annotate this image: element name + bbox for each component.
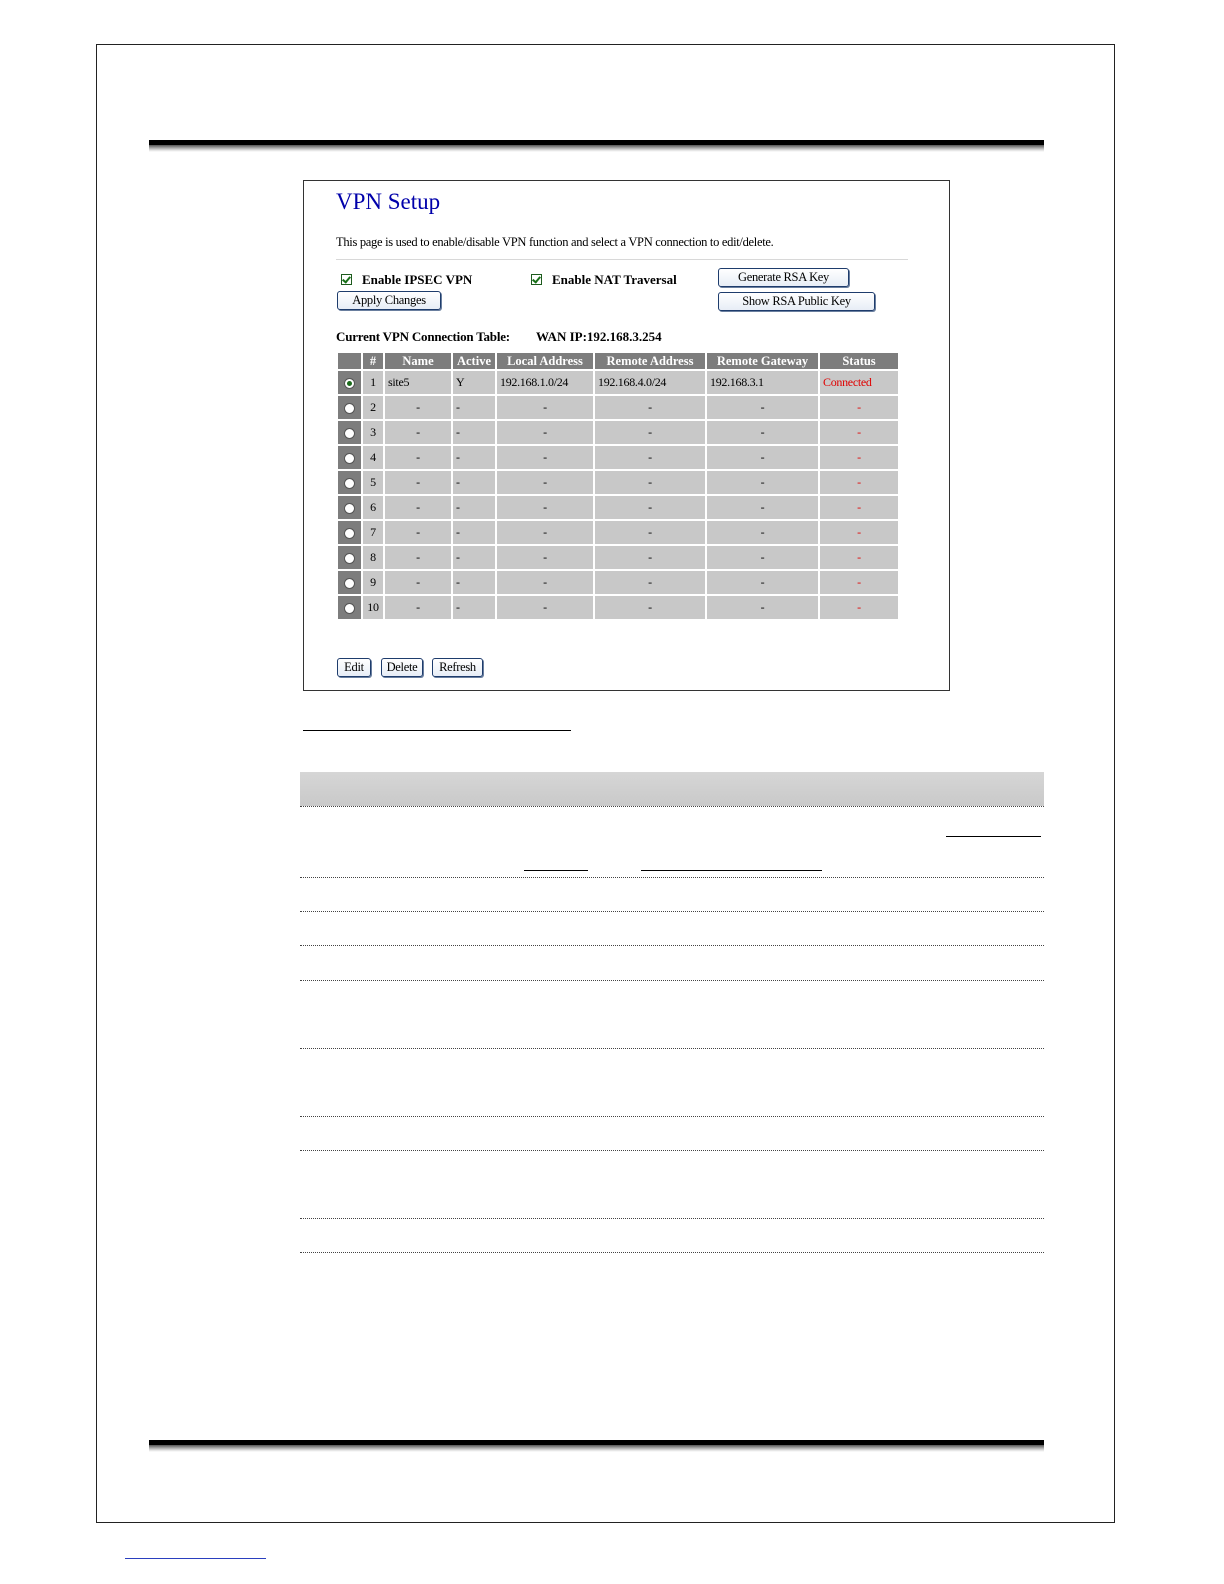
row-active: Y: [453, 371, 495, 394]
table-row[interactable]: [338, 496, 898, 519]
row-number: 8: [363, 546, 383, 569]
row-remote-gateway: -: [707, 596, 818, 619]
table-row[interactable]: [338, 371, 898, 394]
enable-ipsec-checkbox[interactable]: [341, 274, 352, 285]
row-select-cell[interactable]: [338, 596, 361, 619]
row-active: -: [453, 421, 495, 444]
row-status: Connected: [820, 371, 898, 394]
row-local-address: -: [497, 596, 593, 619]
row-remote-gateway: -: [707, 421, 818, 444]
row-number: 2: [363, 396, 383, 419]
row-name: -: [385, 471, 451, 494]
row-name: site5: [385, 371, 451, 394]
row-remote-address: -: [595, 546, 705, 569]
table-row[interactable]: [338, 396, 898, 419]
row-remote-gateway: -: [707, 571, 818, 594]
row-status: -: [820, 521, 898, 544]
row-number: 7: [363, 521, 383, 544]
row-number: 3: [363, 421, 383, 444]
row-local-address: -: [497, 546, 593, 569]
row-select-radio[interactable]: [344, 403, 355, 414]
show-rsa-public-key-button[interactable]: Show RSA Public Key: [718, 292, 875, 311]
row-local-address: -: [497, 396, 593, 419]
row-name: -: [385, 521, 451, 544]
row-name: -: [385, 446, 451, 469]
row-select-radio[interactable]: [344, 528, 355, 539]
column-header-remote-address: Remote Address: [595, 353, 705, 369]
row-active: -: [453, 471, 495, 494]
text-underline: [641, 870, 822, 871]
row-select-radio[interactable]: [344, 603, 355, 614]
table-rule: [300, 806, 1044, 807]
column-header-name: Name: [385, 353, 451, 369]
title-divider: [336, 259, 908, 260]
table-row[interactable]: [338, 596, 898, 619]
select-column-header: [338, 353, 361, 369]
column-header-active: Active: [453, 353, 495, 369]
wan-ip-label: WAN IP:192.168.3.254: [536, 329, 662, 344]
column-header-status: Status: [820, 353, 898, 369]
enable-nat-traversal-label: Enable NAT Traversal: [552, 272, 677, 287]
row-local-address: -: [497, 446, 593, 469]
table-rule: [300, 1048, 1044, 1049]
row-number: 9: [363, 571, 383, 594]
row-name: -: [385, 546, 451, 569]
row-number: 1: [363, 371, 383, 394]
row-select-radio[interactable]: [344, 428, 355, 439]
enable-nat-traversal-checkbox[interactable]: [531, 274, 542, 285]
row-local-address: 192.168.1.0/24: [497, 371, 593, 394]
table-header-row: [338, 353, 898, 369]
row-remote-address: -: [595, 446, 705, 469]
row-active: -: [453, 521, 495, 544]
table-row[interactable]: [338, 421, 898, 444]
row-remote-gateway: 192.168.3.1: [707, 371, 818, 394]
table-rule: [300, 1218, 1044, 1219]
page-description: This page is used to enable/disable VPN function and select a VPN connection to edit/delete.: [336, 235, 774, 249]
row-remote-address: -: [595, 596, 705, 619]
footer-link-underline: [125, 1558, 266, 1559]
column-header-local-address: Local Address: [497, 353, 593, 369]
row-active: -: [453, 496, 495, 519]
row-remote-gateway: -: [707, 446, 818, 469]
refresh-button[interactable]: Refresh: [432, 658, 483, 677]
row-status: -: [820, 571, 898, 594]
row-select-cell[interactable]: [338, 446, 361, 469]
page-title: VPN Setup: [336, 189, 441, 214]
table-rule: [300, 1116, 1044, 1117]
table-row[interactable]: [338, 446, 898, 469]
vpn-setup-screenshot: [303, 180, 950, 691]
row-select-radio[interactable]: [344, 478, 355, 489]
row-remote-gateway: -: [707, 471, 818, 494]
table-row[interactable]: [338, 546, 898, 569]
header-rule: [149, 140, 1044, 152]
row-select-cell[interactable]: [338, 546, 361, 569]
column-header-remote-gateway: Remote Gateway: [707, 353, 818, 369]
column-header-number: #: [363, 353, 383, 369]
row-name: -: [385, 596, 451, 619]
row-status: -: [820, 471, 898, 494]
table-row[interactable]: [338, 471, 898, 494]
row-active: -: [453, 446, 495, 469]
enable-ipsec-label: Enable IPSEC VPN: [362, 272, 473, 287]
row-select-cell[interactable]: [338, 571, 361, 594]
apply-changes-button[interactable]: Apply Changes: [337, 291, 441, 310]
row-remote-address: -: [595, 521, 705, 544]
generate-rsa-key-button[interactable]: Generate RSA Key: [718, 268, 849, 287]
figure-caption-underline: [303, 730, 571, 731]
row-remote-address: -: [595, 421, 705, 444]
row-remote-gateway: -: [707, 521, 818, 544]
row-select-radio[interactable]: [344, 578, 355, 589]
row-remote-address: -: [595, 471, 705, 494]
row-local-address: -: [497, 521, 593, 544]
row-name: -: [385, 571, 451, 594]
connection-table-caption: Current VPN Connection Table:: [336, 329, 510, 344]
row-name: -: [385, 421, 451, 444]
text-underline: [524, 870, 588, 871]
row-number: 4: [363, 446, 383, 469]
row-remote-address: -: [595, 571, 705, 594]
row-remote-address: 192.168.4.0/24: [595, 371, 705, 394]
row-status: -: [820, 496, 898, 519]
row-select-radio[interactable]: [344, 553, 355, 564]
row-number: 6: [363, 496, 383, 519]
table-rule: [300, 1150, 1044, 1151]
row-local-address: -: [497, 471, 593, 494]
table-rule: [300, 1252, 1044, 1253]
row-local-address: -: [497, 421, 593, 444]
row-active: -: [453, 571, 495, 594]
table-rule: [300, 877, 1044, 878]
row-status: -: [820, 546, 898, 569]
row-select-cell[interactable]: [338, 371, 361, 394]
row-remote-gateway: -: [707, 396, 818, 419]
row-remote-gateway: -: [707, 546, 818, 569]
edit-button[interactable]: Edit: [337, 658, 371, 677]
row-name: -: [385, 396, 451, 419]
row-select-cell[interactable]: [338, 471, 361, 494]
footer-rule: [149, 1440, 1044, 1452]
row-select-cell[interactable]: [338, 421, 361, 444]
row-select-cell[interactable]: [338, 396, 361, 419]
row-select-radio[interactable]: [344, 378, 355, 389]
parameter-table-header: [300, 772, 1044, 806]
vpn-connection-table: [336, 351, 900, 621]
table-rule: [300, 911, 1044, 912]
table-row[interactable]: [338, 571, 898, 594]
row-number: 5: [363, 471, 383, 494]
row-remote-address: -: [595, 396, 705, 419]
row-remote-gateway: -: [707, 496, 818, 519]
row-select-cell[interactable]: [338, 496, 361, 519]
row-active: -: [453, 596, 495, 619]
row-status: -: [820, 446, 898, 469]
row-status: -: [820, 396, 898, 419]
row-select-radio[interactable]: [344, 503, 355, 514]
row-number: 10: [363, 596, 383, 619]
row-local-address: -: [497, 571, 593, 594]
row-status: -: [820, 596, 898, 619]
row-status: -: [820, 421, 898, 444]
row-local-address: -: [497, 496, 593, 519]
text-underline: [946, 836, 1041, 837]
row-active: -: [453, 396, 495, 419]
table-rule: [300, 980, 1044, 981]
row-name: -: [385, 496, 451, 519]
delete-button[interactable]: Delete: [381, 658, 423, 677]
table-rule: [300, 945, 1044, 946]
row-select-radio[interactable]: [344, 453, 355, 464]
table-row[interactable]: [338, 521, 898, 544]
row-select-cell[interactable]: [338, 521, 361, 544]
row-active: -: [453, 546, 495, 569]
row-remote-address: -: [595, 496, 705, 519]
